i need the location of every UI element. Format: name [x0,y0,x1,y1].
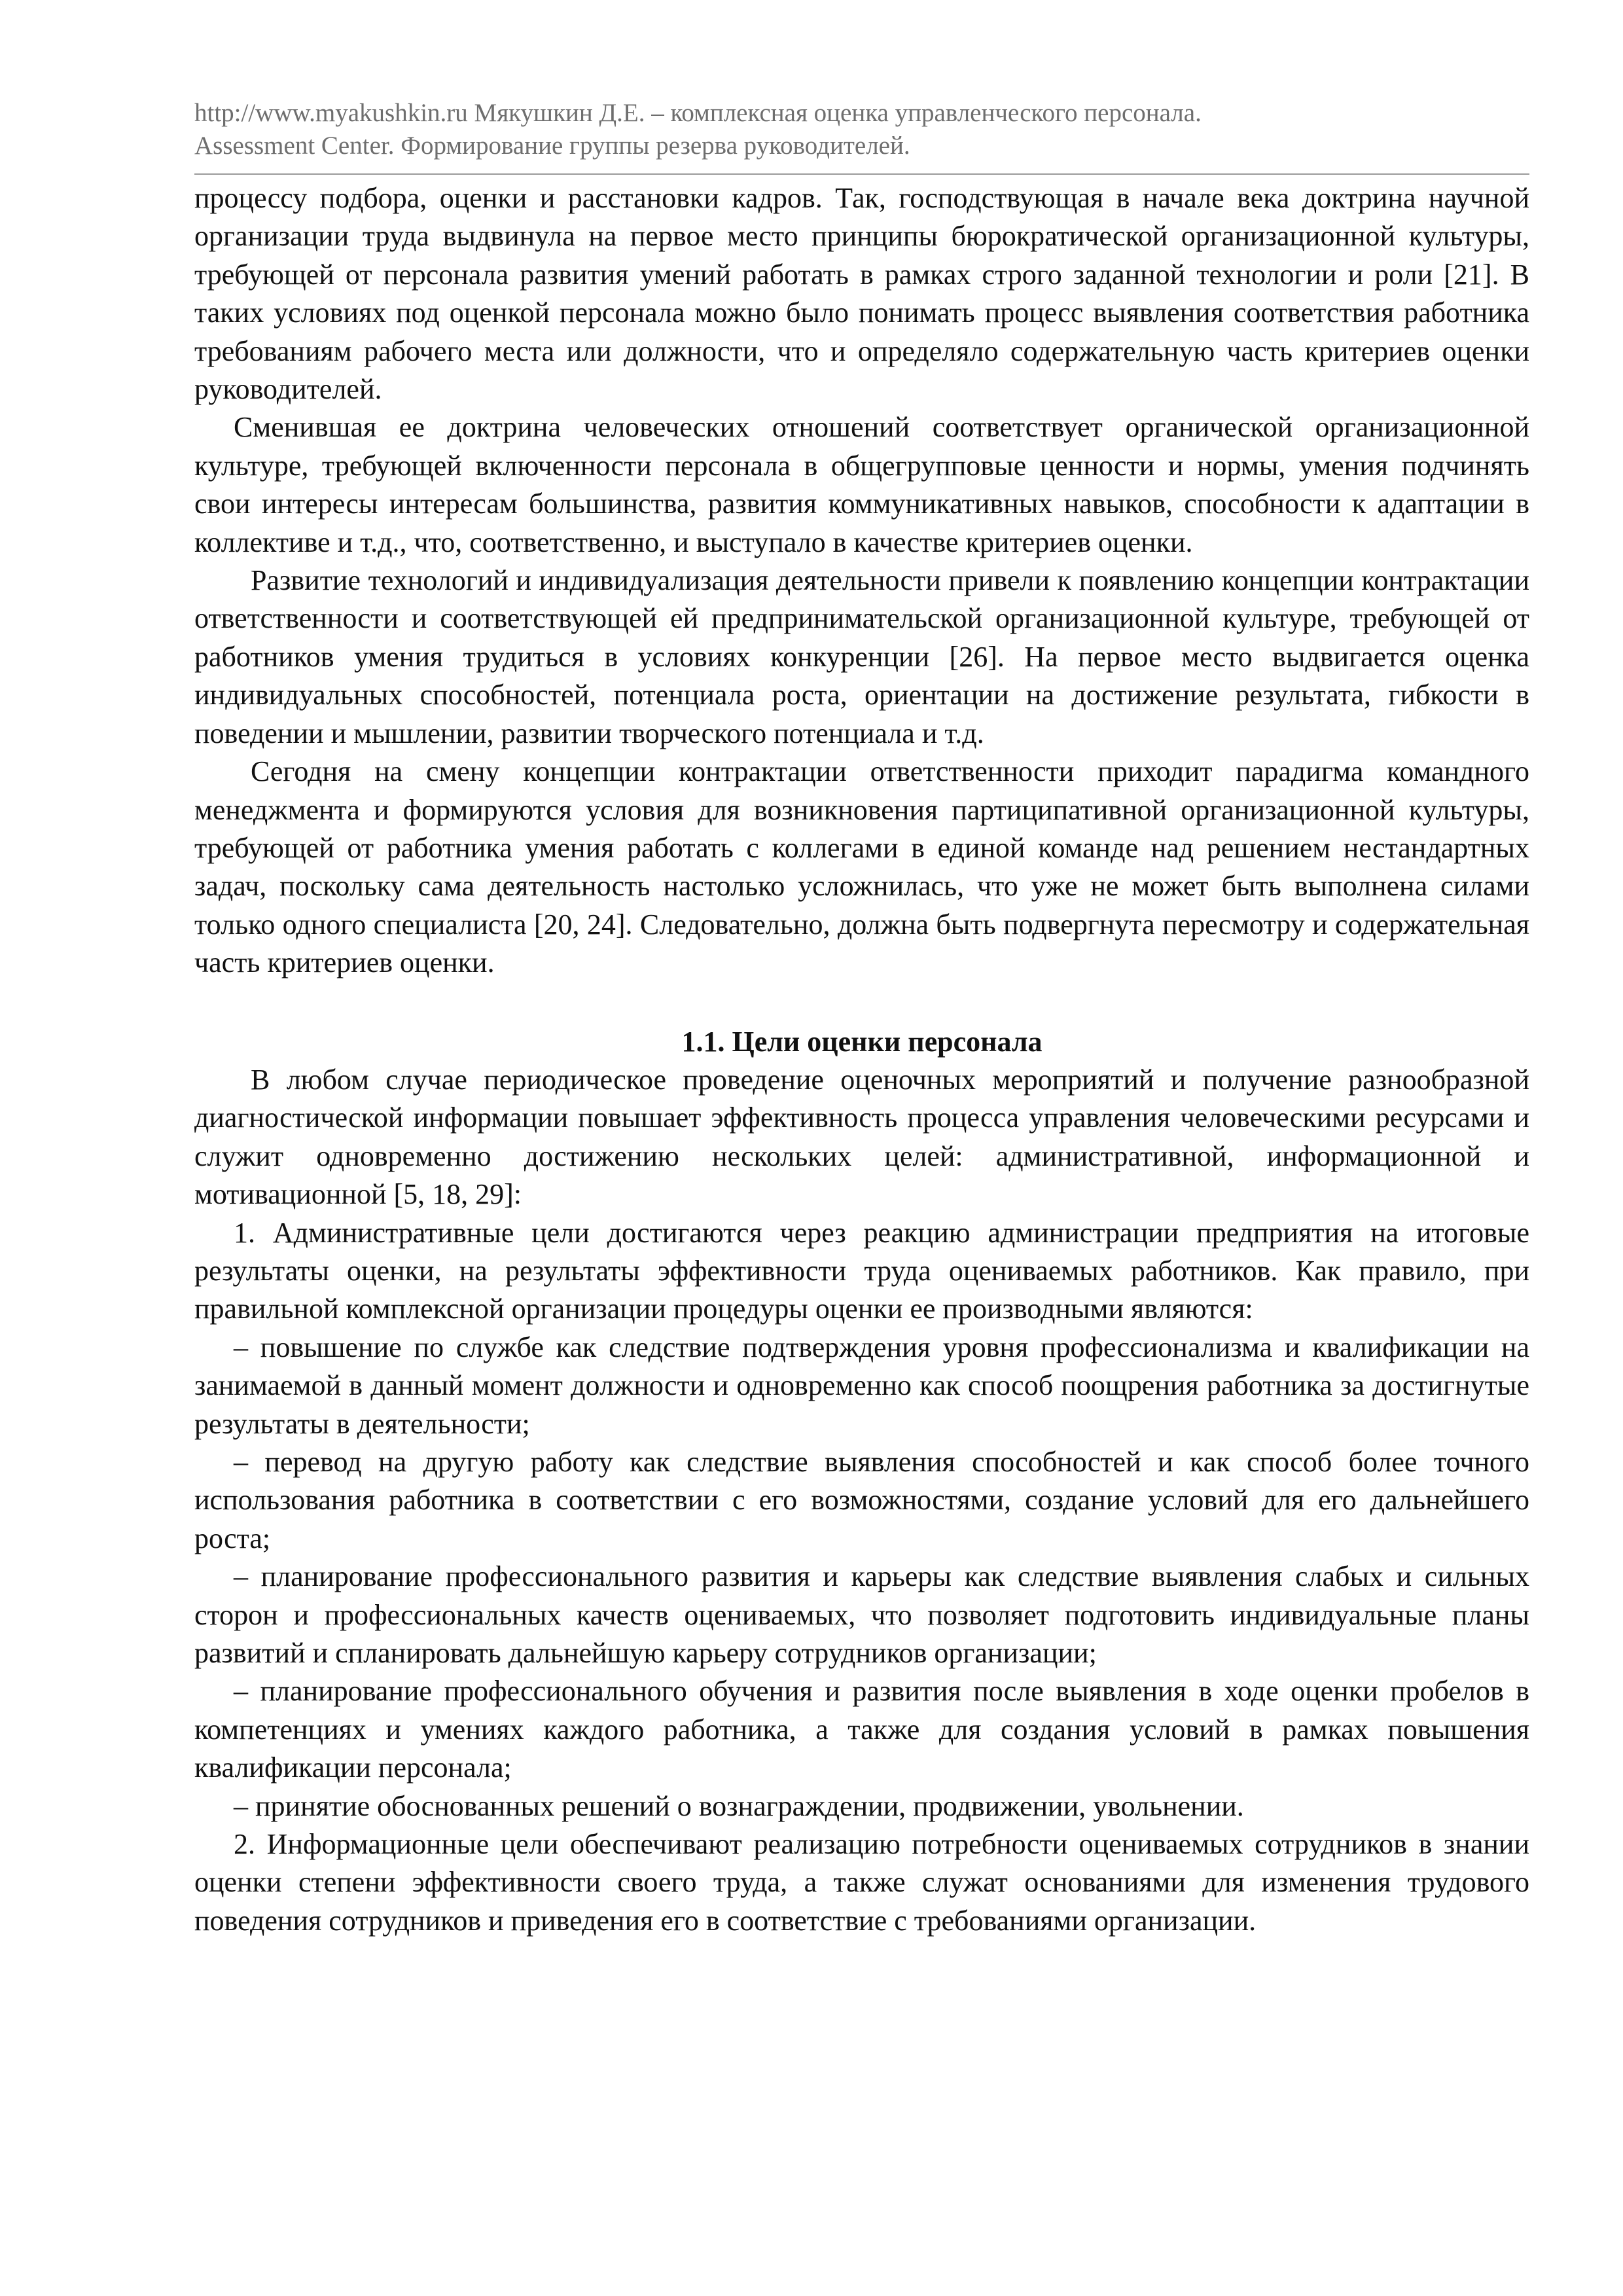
body-text [194,179,1529,1940]
paragraph-administrative-goals: 1. Административные цели достигаются через реакцию администрации предприятия на итоговые результаты оценки, на результаты эффективности труда оцениваемых работников. Как правило, при правильной комплексной организации процедуры оценки ее производными являются: [194,1216,1529,1325]
header-line-1: http://www.myakushkin.ru Мякушкин Д.Е. – комплексная оценка управленческого персонала. [194,99,1202,127]
header-divider [194,173,1529,175]
paragraph-information-goals: 2. Информационные цели обеспечивают реализацию потребности оцениваемых сотрудников в знании оценки степени эффективности своего труда, а также служат основаниями для изменения трудового поведения сотрудников и приведения его в соответствие с требованиями организации. [194,1828,1529,1937]
paragraph-team-management: Сегодня на смену концепции контрактации ответственности приходит парадигма командного менеджмента и формируются условия для возникновения партиципативной организационной культуры, требующей от работника умения работать с коллегами в единой команде над решением нестандартных задач, поскольку сама деятельность настолько усложнилась, что уже не может быть выполнена силами только одного специалиста [20, 24]. Следовательно, должна быть подвергнута пересмотру и содержательная часть критериев оценки. [194,755,1529,979]
list-item-promotion: – повышение по службе как следствие подтверждения уровня профессионализма и квалификации на занимаемой в данный момент должности и одновременно как способ поощрения работника за достигнутые результаты в деятельности; [194,1331,1529,1440]
list-item-training-planning: – планирование профессионального обучения и развития после выявления в ходе оценки пробелов в компетенциях и умениях каждого работника, а также для создания условий в рамках повышения квалификации персонала; [194,1675,1529,1784]
header-line-2: Assessment Center. Формирование группы резерва руководителей. [194,132,910,160]
section-heading: 1.1. Цели оценки персонала [681,1025,1043,1058]
paragraph-contracting: Развитие технологий и индивидуализация деятельности привели к появлению концепции контрактации ответственности и соответствующей ей предпринимательской организационной культуре, требующей от работников умения трудиться в условиях конкуренции [26]. На первое место выдвигается оценка индивидуальных способностей, потенциала роста, ориентации на достижение результата, гибкости в поведении и мышлении, развитии творческого потенциала и т.д. [194,564,1529,749]
list-item-decisions: – принятие обоснованных решений о вознаграждении, продвижении, увольнении. [234,1789,1244,1822]
paragraph-intro-goals: В любом случае периодическое проведение оценочных мероприятий и получение разнообразной диагностической информации повышает эффективность процесса управления человеческими ресурсами и служит одновременно достижению нескольких целей: административной, информационной и мотивационной [5, 18, 29]: [194,1063,1529,1211]
page-header [194,97,1529,162]
paragraph-human-relations: Сменившая ее доктрина человеческих отношений соответствует органической организационной культуре, требующей включенности персонала в общегрупповые ценности и нормы, умения подчинять свои интересы интересам большинства, развития коммуникативных навыков, способности к адаптации в коллективе и т.д., что, соответственно, и выступало в качестве критериев оценки. [194,411,1529,558]
paragraph-continuation: процессу подбора, оценки и расстановки кадров. Так, господствующая в начале века доктрина научной организации труда выдвинула на первое место принципы бюрократической организационной культуры, требующей от персонала развития умений работать в рамках строго заданной технологии и роли [21]. В таких условиях под оценкой персонала можно было понимать процесс выявления соответствия работника требованиям рабочего места или должности, что и определяло содержательную часть критериев оценки руководителей. [194,182,1529,406]
list-item-career-planning: – планирование профессионального развития и карьеры как следствие выявления слабых и сильных сторон и профессиональных качеств оцениваемых, что позволяет подготовить индивидуальные планы развитий и спланировать дальнейшую карьеру сотрудников организации; [194,1560,1529,1670]
list-item-transfer: – перевод на другую работу как следствие выявления способностей и как способ более точного использования работника в соответствии с его возможностями, создание условий для его дальнейшего роста; [194,1446,1529,1554]
